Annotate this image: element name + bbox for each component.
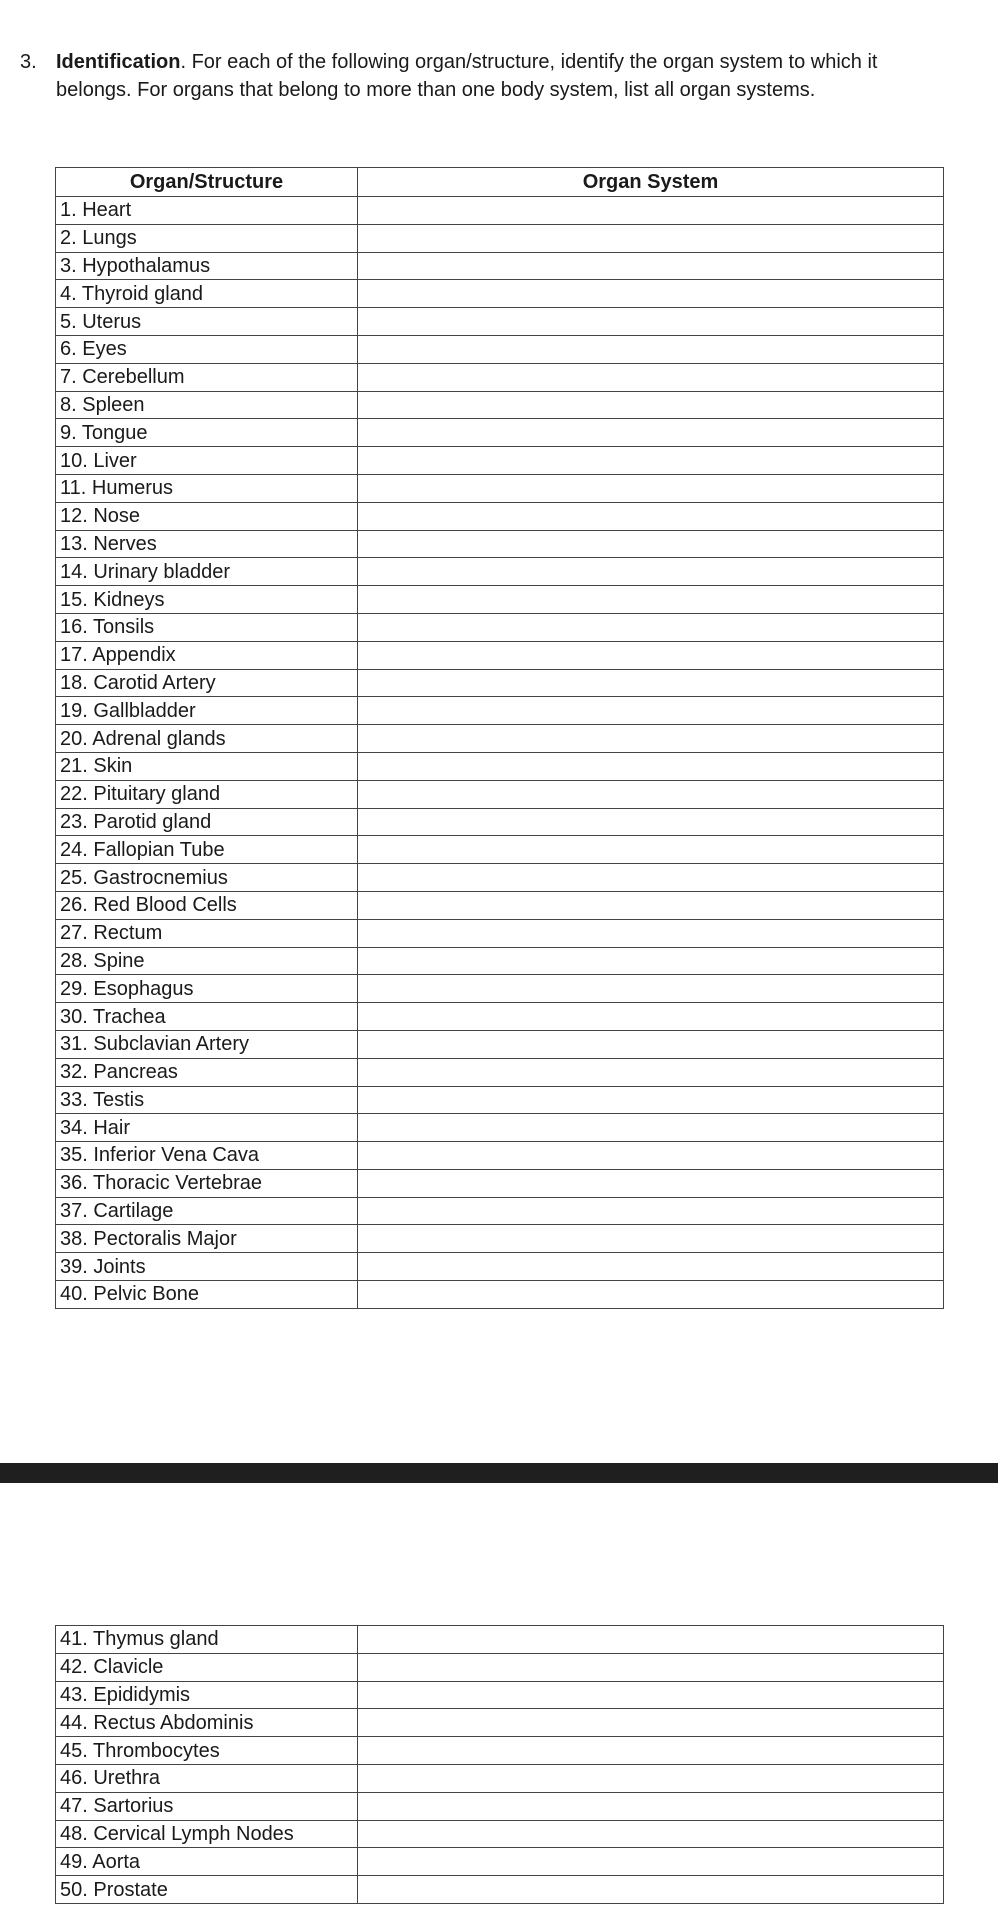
table-row: [56, 1086, 944, 1114]
organ-system-answer-cell[interactable]: [358, 447, 944, 475]
organ-structure-cell: 34. Hair: [56, 1114, 358, 1142]
organ-system-answer-cell[interactable]: [358, 780, 944, 808]
organ-structure-cell: 25. Gastrocnemius: [56, 864, 358, 892]
organ-system-answer-cell[interactable]: [358, 725, 944, 753]
organ-structure-cell: 49. Aorta: [56, 1848, 358, 1876]
organ-structure-cell: 45. Thrombocytes: [56, 1737, 358, 1765]
organ-structure-cell: 46. Urethra: [56, 1764, 358, 1792]
organ-system-answer-cell[interactable]: [358, 808, 944, 836]
table-row: [56, 1058, 944, 1086]
organ-structure-cell: 4. Thyroid gland: [56, 280, 358, 308]
organ-system-answer-cell[interactable]: [358, 919, 944, 947]
organ-structure-cell: 7. Cerebellum: [56, 363, 358, 391]
organ-system-answer-cell[interactable]: [358, 947, 944, 975]
organ-structure-cell: 50. Prostate: [56, 1876, 358, 1904]
table-row: [56, 1792, 944, 1820]
table-row: [56, 252, 944, 280]
organ-system-answer-cell[interactable]: [358, 752, 944, 780]
organ-system-answer-cell[interactable]: [358, 530, 944, 558]
organ-system-answer-cell[interactable]: [358, 1142, 944, 1170]
organ-system-answer-cell[interactable]: [358, 363, 944, 391]
organ-structure-cell: 39. Joints: [56, 1253, 358, 1281]
table-row: [56, 1197, 944, 1225]
organ-structure-cell: 16. Tonsils: [56, 613, 358, 641]
table-row: [56, 1820, 944, 1848]
organ-structure-cell: 2. Lungs: [56, 224, 358, 252]
organ-system-answer-cell[interactable]: [358, 308, 944, 336]
table-row: [56, 280, 944, 308]
organ-structure-cell: 42. Clavicle: [56, 1653, 358, 1681]
organ-structure-cell: 13. Nerves: [56, 530, 358, 558]
organ-system-answer-cell[interactable]: [358, 280, 944, 308]
identification-table-part2: [55, 1625, 944, 1904]
table-row: [56, 530, 944, 558]
organ-structure-cell: 9. Tongue: [56, 419, 358, 447]
table-row: [56, 1281, 944, 1309]
organ-system-answer-cell[interactable]: [358, 474, 944, 502]
organ-system-answer-cell[interactable]: [358, 1225, 944, 1253]
organ-system-answer-cell[interactable]: [358, 335, 944, 363]
organ-structure-cell: 6. Eyes: [56, 335, 358, 363]
organ-structure-cell: 29. Esophagus: [56, 975, 358, 1003]
organ-structure-cell: 10. Liver: [56, 447, 358, 475]
organ-system-answer-cell[interactable]: [358, 1003, 944, 1031]
organ-structure-cell: 35. Inferior Vena Cava: [56, 1142, 358, 1170]
organ-system-answer-cell[interactable]: [358, 1653, 944, 1681]
organ-system-answer-cell[interactable]: [358, 224, 944, 252]
organ-structure-cell: 14. Urinary bladder: [56, 558, 358, 586]
organ-structure-cell: 32. Pancreas: [56, 1058, 358, 1086]
table-row: [56, 808, 944, 836]
table-header-row: [56, 168, 944, 197]
organ-structure-cell: 8. Spleen: [56, 391, 358, 419]
organ-system-answer-cell[interactable]: [358, 1281, 944, 1309]
organ-structure-cell: 33. Testis: [56, 1086, 358, 1114]
table-row: [56, 224, 944, 252]
table-row: [56, 447, 944, 475]
identification-table-part1: [55, 167, 944, 1309]
table-row: [56, 419, 944, 447]
table-row: [56, 1030, 944, 1058]
table-row: [56, 1626, 944, 1654]
organ-structure-cell: 30. Trachea: [56, 1003, 358, 1031]
question-label: Identification: [56, 51, 181, 73]
organ-structure-cell: 5. Uterus: [56, 308, 358, 336]
organ-structure-cell: 3. Hypothalamus: [56, 252, 358, 280]
organ-structure-cell: 28. Spine: [56, 947, 358, 975]
table-row: [56, 502, 944, 530]
organ-system-answer-cell[interactable]: [358, 197, 944, 225]
organ-structure-cell: 15. Kidneys: [56, 586, 358, 614]
organ-system-answer-cell[interactable]: [358, 558, 944, 586]
page-divider: [0, 1463, 998, 1483]
table-row: [56, 586, 944, 614]
table-row: [56, 697, 944, 725]
organ-system-answer-cell[interactable]: [358, 613, 944, 641]
organ-system-answer-cell[interactable]: [358, 1848, 944, 1876]
organ-structure-cell: 21. Skin: [56, 752, 358, 780]
organ-system-answer-cell[interactable]: [358, 1764, 944, 1792]
organ-system-answer-cell[interactable]: [358, 864, 944, 892]
organ-system-answer-cell[interactable]: [358, 1626, 944, 1654]
table-row: [56, 1709, 944, 1737]
table-row: [56, 975, 944, 1003]
organ-system-answer-cell[interactable]: [358, 419, 944, 447]
organ-structure-cell: 38. Pectoralis Major: [56, 1225, 358, 1253]
organ-system-answer-cell[interactable]: [358, 975, 944, 1003]
table-row: [56, 1764, 944, 1792]
organ-system-answer-cell[interactable]: [358, 1086, 944, 1114]
organ-structure-cell: 44. Rectus Abdominis: [56, 1709, 358, 1737]
table-row: [56, 474, 944, 502]
organ-structure-cell: 26. Red Blood Cells: [56, 891, 358, 919]
organ-structure-cell: 1. Heart: [56, 197, 358, 225]
organ-system-answer-cell[interactable]: [358, 1820, 944, 1848]
organ-structure-cell: 41. Thymus gland: [56, 1626, 358, 1654]
table-row: [56, 780, 944, 808]
organ-system-answer-cell[interactable]: [358, 1737, 944, 1765]
question-text: [56, 48, 950, 104]
table-row: [56, 1681, 944, 1709]
table-row: [56, 1225, 944, 1253]
organ-structure-cell: 40. Pelvic Bone: [56, 1281, 358, 1309]
organ-system-answer-cell[interactable]: [358, 1876, 944, 1904]
organ-system-answer-cell[interactable]: [358, 502, 944, 530]
organ-system-answer-cell[interactable]: [358, 1114, 944, 1142]
organ-system-answer-cell[interactable]: [358, 669, 944, 697]
table-row: [56, 1876, 944, 1904]
table-row: [56, 725, 944, 753]
table-row: [56, 197, 944, 225]
table-row: [56, 891, 944, 919]
table-row: [56, 1169, 944, 1197]
organ-structure-cell: 36. Thoracic Vertebrae: [56, 1169, 358, 1197]
table-row: [56, 752, 944, 780]
organ-system-answer-cell[interactable]: [358, 1253, 944, 1281]
organ-structure-cell: 24. Fallopian Tube: [56, 836, 358, 864]
table-row: [56, 947, 944, 975]
organ-structure-cell: 23. Parotid gland: [56, 808, 358, 836]
organ-system-answer-cell[interactable]: [358, 836, 944, 864]
table-row: [56, 1737, 944, 1765]
table-row: [56, 864, 944, 892]
question-body: . For each of the following organ/structure, identify the organ system to which it belongs. For organs that belong to more than one body system, list all organ systems.: [56, 51, 878, 101]
organ-structure-cell: 19. Gallbladder: [56, 697, 358, 725]
table-row: [56, 1848, 944, 1876]
table-row: [56, 391, 944, 419]
organ-system-answer-cell[interactable]: [358, 697, 944, 725]
organ-system-answer-cell[interactable]: [358, 1681, 944, 1709]
organ-structure-cell: 27. Rectum: [56, 919, 358, 947]
organ-structure-cell: 37. Cartilage: [56, 1197, 358, 1225]
table-row: [56, 641, 944, 669]
organ-structure-cell: 31. Subclavian Artery: [56, 1030, 358, 1058]
organ-structure-cell: 43. Epididymis: [56, 1681, 358, 1709]
organ-system-answer-cell[interactable]: [358, 1058, 944, 1086]
table-row: [56, 558, 944, 586]
organ-structure-cell: 47. Sartorius: [56, 1792, 358, 1820]
table-row: [56, 1253, 944, 1281]
table-row: [56, 919, 944, 947]
organ-system-answer-cell[interactable]: [358, 391, 944, 419]
organ-structure-cell: 48. Cervical Lymph Nodes: [56, 1820, 358, 1848]
organ-system-answer-cell[interactable]: [358, 1197, 944, 1225]
question-instructions: [20, 48, 950, 104]
organ-system-answer-cell[interactable]: [358, 641, 944, 669]
table-row: [56, 1114, 944, 1142]
organ-system-answer-cell[interactable]: [358, 891, 944, 919]
organ-structure-cell: 18. Carotid Artery: [56, 669, 358, 697]
organ-system-answer-cell[interactable]: [358, 1709, 944, 1737]
question-number: 3.: [20, 51, 37, 73]
organ-structure-cell: 17. Appendix: [56, 641, 358, 669]
organ-system-answer-cell[interactable]: [358, 1030, 944, 1058]
organ-structure-cell: 22. Pituitary gland: [56, 780, 358, 808]
organ-structure-cell: 11. Humerus: [56, 474, 358, 502]
table-row: [56, 613, 944, 641]
table-row: [56, 1003, 944, 1031]
table-row: [56, 363, 944, 391]
organ-system-answer-cell[interactable]: [358, 586, 944, 614]
table-row: [56, 1142, 944, 1170]
organ-structure-cell: 12. Nose: [56, 502, 358, 530]
table-row: [56, 836, 944, 864]
table-row: [56, 308, 944, 336]
organ-system-answer-cell[interactable]: [358, 1792, 944, 1820]
organ-structure-cell: 20. Adrenal glands: [56, 725, 358, 753]
header-organ-structure: Organ/Structure: [56, 168, 358, 197]
organ-system-answer-cell[interactable]: [358, 1169, 944, 1197]
header-organ-system: Organ System: [358, 168, 944, 197]
organ-system-answer-cell[interactable]: [358, 252, 944, 280]
table-row: [56, 335, 944, 363]
table-row: [56, 669, 944, 697]
table-row: [56, 1653, 944, 1681]
